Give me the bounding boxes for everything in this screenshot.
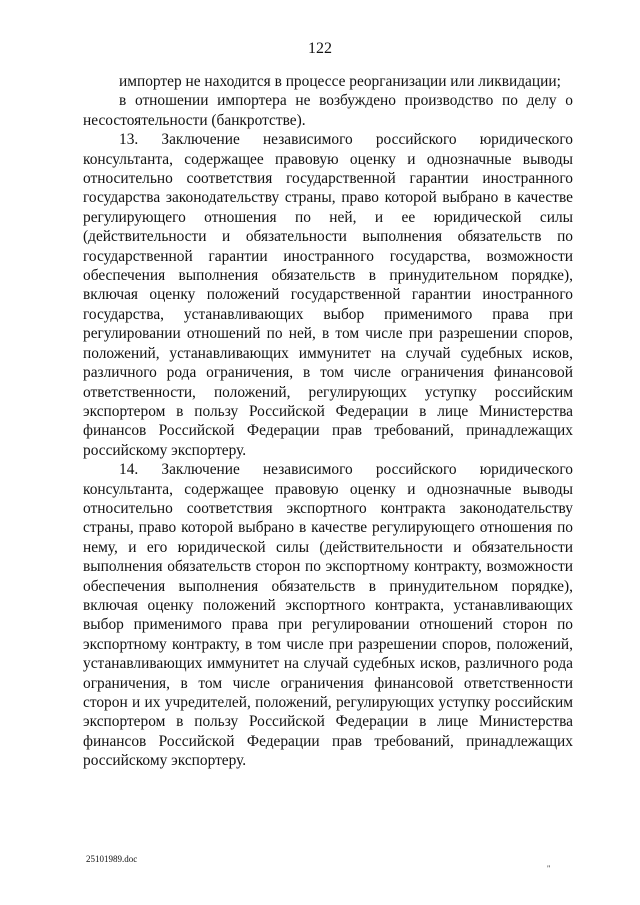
paragraph-importer-not-bankrupt [83,91,573,130]
paragraph-item-13 [83,130,573,460]
document-body [83,72,573,771]
paragraph-text: Заключение независимого российского юридического консультанта, содержащее правовую оценку и однозначные выводы относительно соответствия экспортного контракта законодательству страны, право которой выбрано в качестве регулирующего отношения по нему, и его юридической силы (действительности и обязательности выполнения обязательств сторон по экспортному контракту, возможности обеспечения выполнения обязательств в принудительном порядке), включая оценку положений экспортного контракта, устанавливающих выбор применимого права при регулировании отношений сторон по экспортному контракту, в том числе при разрешении споров, положений, устанавливающих иммунитет на случай судебных исков, различного рода ограничения, в том числе ограничения финансовой ответственности сторон и их учредителей, положений, регулирующих уступку российским экспортером в пользу Российской Федерации в лице Министерства финансов Российской Федерации прав требований, принадлежащих российскому экспортеру. [83,461,573,770]
page-number: 122 [308,40,332,57]
item-number: 13. [119,131,139,149]
paragraph-text: в отношении импортера не возбуждено производство по делу о несостоятельности (банкротстве). [83,92,573,129]
paragraph-text: импортер не находится в процессе реорганизации или ликвидации; [119,73,561,90]
paragraph-text: Заключение независимого российского юридического консультанта, содержащее правовую оценку и однозначные выводы относительно соответствия государственной гарантии иностранного государства законодательству страны, право которой выбрано в качестве регулирующего отношения по ней, и ее юридической силы (действительности и обязательности выполнения обязательств по государственной гарантии иностранного государства, возможности обеспечения выполнения обязательств в принудительном порядке), включая оценку положений государственной гарантии иностранного государства, устанавливающих выбор применимого права при регулировании отношений по ней, в том числе при разрешении споров, положений, устанавливающих иммунитет на случай судебных исков, различного рода ограничения, в том числе ограничения финансовой ответственности, положений, регулирующих уступку российским экспортером в пользу Российской Федерации в лице Министерства финансов Российской Федерации прав требований, принадлежащих российскому экспортеру. [83,131,573,459]
item-number: 14. [119,461,139,479]
paragraph-item-14 [83,460,573,771]
footer-file-name: 25101989.doc [86,854,138,864]
paragraph-importer-not-reorganizing [83,72,573,91]
footer-mark: " [547,864,551,873]
